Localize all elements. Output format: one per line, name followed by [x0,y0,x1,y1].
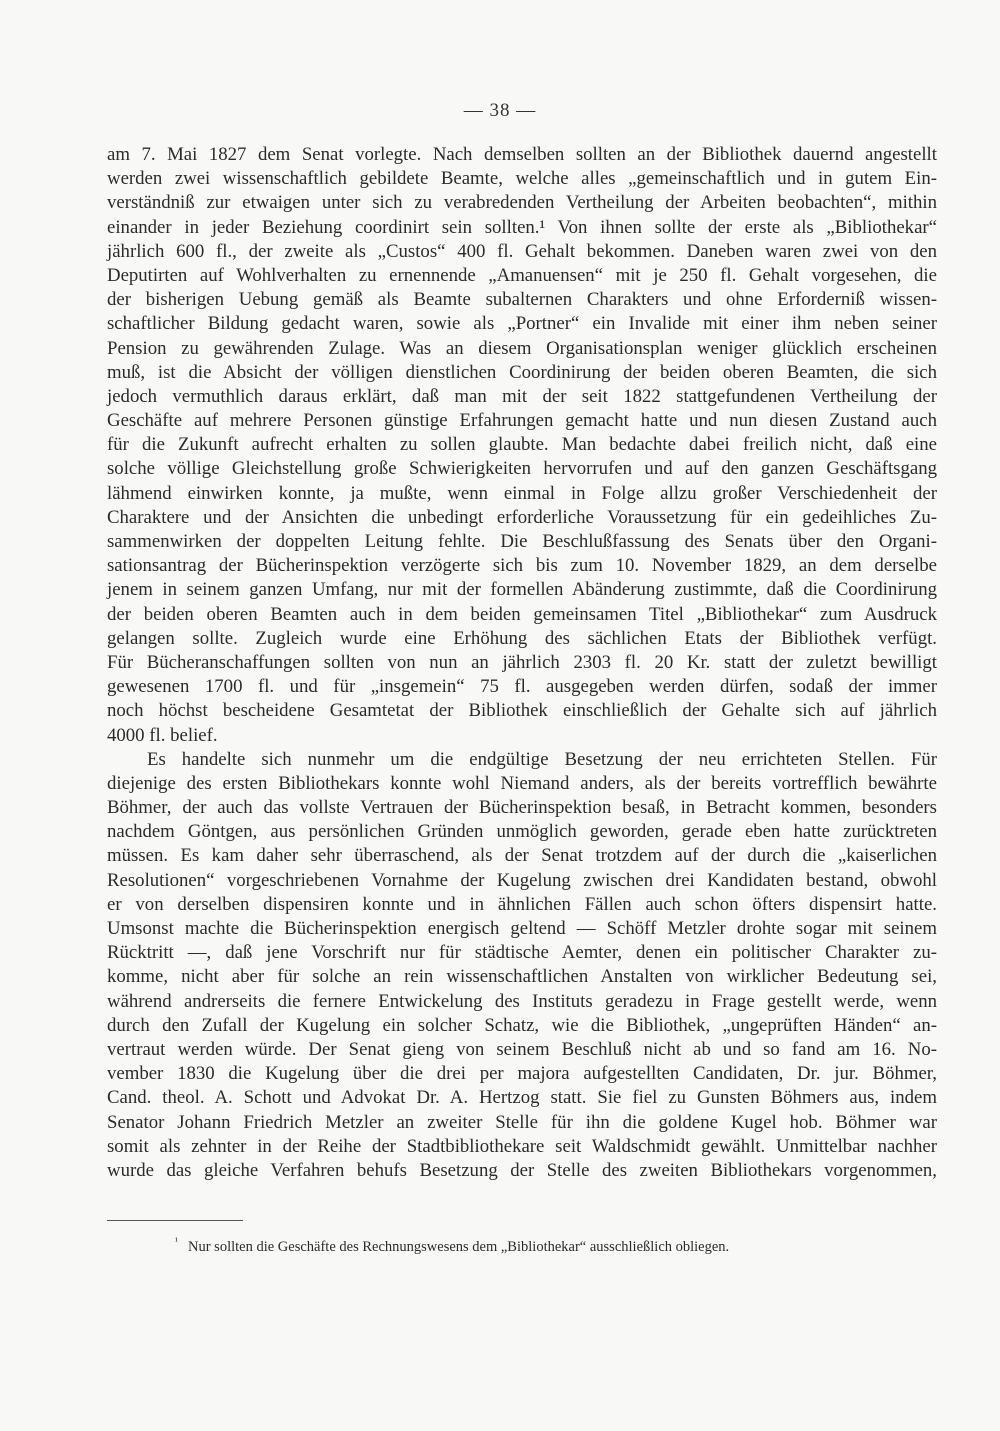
text-line: für die Zukunft aufrecht erhalten zu sollen glaubte. Man bedachte dabei freilich nicht, daß eine [107,434,937,456]
text-line: Charaktere und der Ansichten die unbedingt erforderliche Voraussetzung für ein gedeihliches Zu- [107,506,937,528]
text-line: vember 1830 die Kugelung über die drei per majora aufgestellten Candidaten, Dr. jur. Böhmer, [107,1063,937,1085]
text-line: noch höchst bescheidene Gesamtetat der Bibliothek einschließlich der Gehalte sich auf jährlich [107,700,937,722]
text-line: der beiden oberen Beamten auch in dem beiden gemeinsamen Titel „Bibliothekar“ zum Ausdruck [107,603,937,625]
text-line: gewesenen 1700 fl. und für „insgemein“ 75 fl. ausgegeben werden dürfen, sodaß der immer [107,676,937,698]
footnote-text: Nur sollten die Geschäfte des Rechnungswesens dem „Bibliothekar“ ausschließlich obliegen. [188,1238,730,1255]
text-line: durch den Zufall der Kugelung ein solcher Schatz, wie die Bibliothek, „ungeprüften Händen“ an- [107,1014,937,1036]
page-number: — 38 — [463,100,537,121]
text-line: schaftlicher Bildung gedacht waren, sowie als „Portner“ ein Invalide mit einer ihm neben seiner [107,313,937,335]
footnote-marker: ¹ [175,1236,178,1247]
footnote-divider [107,1220,243,1221]
text-line: sammenwirken der doppelten Leitung fehlte. Die Beschlußfassung des Senats über den Organi- [107,531,937,552]
text-line: Es handelte sich nunmehr um die endgültige Besetzung der neu errichteten Stellen. Für [147,748,937,770]
text-line: Rücktritt —, daß jene Vorschrift nur für städtische Aemter, denen ein politischer Charakter zu- [107,942,937,964]
text-line: müssen. Es kam daher sehr überraschend, als der Senat trotzdem auf der durch die „kaiserlichen [107,845,937,867]
text-line: Cand. theol. A. Schott und Advokat Dr. A. Hertzog statt. Sie fiel zu Gunsten Böhmers aus, indem [107,1087,937,1109]
text-line: jenem in seinem ganzen Umfang, nur mit der formellen Abänderung zustimmte, daß die Coordinirung [107,579,937,601]
text-line: während andrerseits die fernere Entwickelung des Instituts geradezu in Frage gestellt werde, wenn [107,990,937,1012]
text-line: lähmend einwirken konnte, ja mußte, wenn einmal in Folge allzu großer Verschiedenheit der [107,482,937,504]
text-line: am 7. Mai 1827 dem Senat vorlegte. Nach demselben sollten an der Bibliothek dauernd angestellt [107,144,937,165]
text-line: jedoch vermuthlich daraus erklärt, daß man mit der seit 1822 stattgefundenen Vertheilung der [107,385,937,407]
text-line: Pension zu gewährenden Zulage. Was an diesem Organisationsplan weniger glücklich erscheinen [107,337,937,359]
body-text [107,143,937,1183]
text-line: nachdem Göntgen, aus persönlichen Gründen unmöglich geworden, gerade eben hatte zurücktreten [107,821,937,843]
text-line: Für Bücheranschaffungen sollten von nun an jährlich 2303 fl. 20 Kr. statt der zuletzt bewilligt [107,651,937,673]
text-line: komme, nicht aber für solche an rein wissenschaftlichen Anstalten von wirklicher Bedeutung sei, [107,966,937,988]
footnote [175,1237,729,1256]
text-line: muß, ist die Absicht der völligen dienstlichen Coordinirung der beiden oberen Beamten, die sich [107,361,937,383]
text-line: verständniß zur etwaigen unter sich zu verabredenden Vertheilung der Arbeiten beobachten“, mithin [107,192,937,214]
text-line: vertraut werden würde. Der Senat gieng von seinem Beschluß nicht ab und so fand am 16. No- [107,1038,937,1060]
text-line: werden zwei wissenschaftlich gebildete Beamte, welche alles „gemeinschaftlich und in gutem Ein- [107,168,937,190]
text-line: solche völlige Gleichstellung große Schwierigkeiten hervorrufen und auf den ganzen Geschäftsgang [107,458,937,480]
text-line: Böhmer, der auch das vollste Vertrauen der Bücherinspektion besaß, in Betracht kommen, besonders [107,797,937,819]
text-line: der bisherigen Uebung gemäß als Beamte subalternen Charakters und ohne Erforderniß wissen- [107,289,937,311]
text-line: 4000 fl. belief. [107,724,218,746]
text-line: wurde das gleiche Verfahren behufs Besetzung der Stelle des zweiten Bibliothekars vorgenommen, [107,1159,937,1181]
text-line: gelangen sollte. Zugleich wurde eine Erhöhung des sächlichen Etats der Bibliothek verfügt. [107,627,937,649]
text-line: somit als zehnter in der Reihe der Stadtbibliothekare seit Waldschmidt gewählt. Unmittelbar nachher [107,1135,937,1157]
text-line: er von derselben dispensiren konnte und in ähnlichen Fällen auch schon öfters dispensirt hatte. [107,893,937,915]
text-line: einander in jeder Beziehung coordinirt sein sollten.¹ Von ihnen sollte der erste als „Bibliothekar“ [107,216,937,238]
text-line: Senator Johann Friedrich Metzler an zweiter Stelle für ihn die goldene Kugel hob. Böhmer war [107,1111,937,1133]
text-line: sationsantrag der Bücherinspektion verzögerte sich bis zum 10. November 1829, an dem derselbe [107,555,937,577]
text-line: Deputirten auf Wohlverhalten zu ernennende „Amanuensen“ mit je 250 fl. Gehalt vorgesehen, die [107,264,937,286]
text-line: Geschäfte auf mehrere Personen günstige Erfahrungen gemacht hatte und nun diesen Zustand auch [107,410,937,432]
text-line: diejenige des ersten Bibliothekars konnte wohl Niemand anders, als der bereits vortrefflich bewährte [107,772,937,794]
text-line: Umsonst machte die Bücherinspektion energisch geltend — Schöff Metzler drohte sogar mit seinem [107,918,937,939]
text-line: Resolutionen“ vorgeschriebenen Vornahme der Kugelung zwischen drei Kandidaten bestand, obwohl [107,869,937,891]
text-line: jährlich 600 fl., der zweite als „Custos“ 400 fl. Gehalt bekommen. Daneben waren zwei von den [107,240,937,262]
